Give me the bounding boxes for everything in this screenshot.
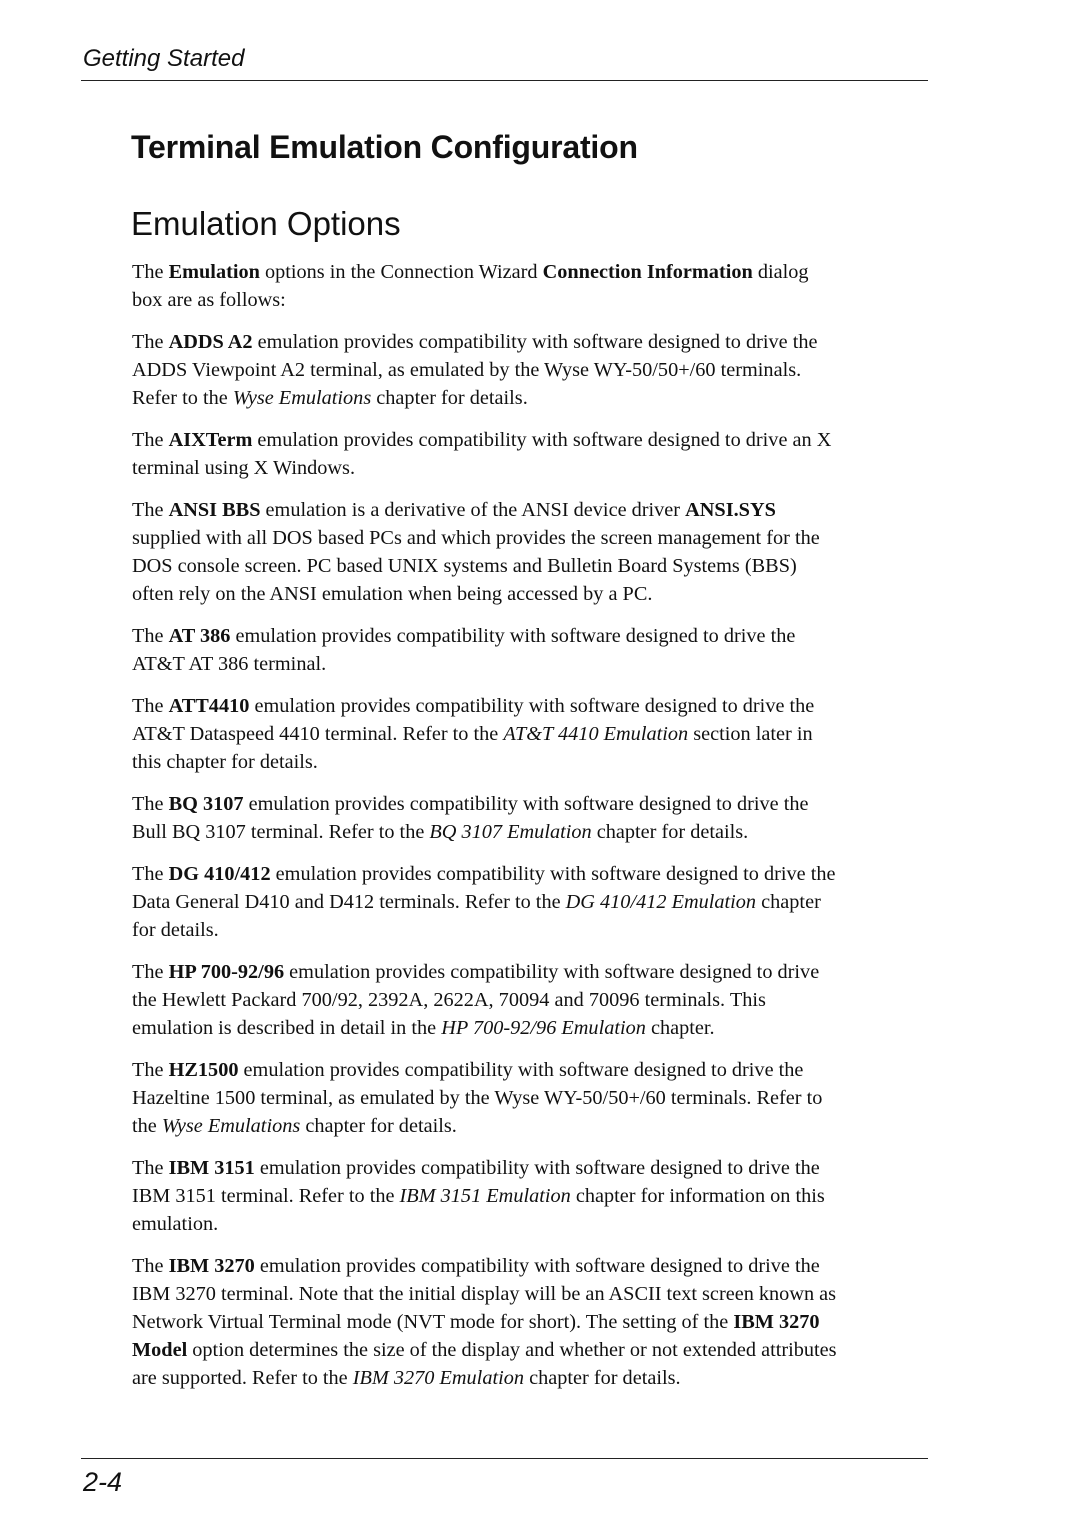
text-run: are supported. Refer to the (132, 1367, 353, 1389)
page-number: 2-4 (83, 1467, 123, 1497)
text-run: section later in (688, 723, 813, 745)
paragraph (132, 1154, 932, 1238)
text-run: The (132, 1157, 169, 1179)
text-run: dialog (752, 261, 809, 283)
text-run: emulation provides compatibility with software designed to drive (284, 961, 820, 983)
text-run: emulation. (132, 1213, 219, 1235)
italic-reference: HP 700-92/96 Emulation (441, 1017, 646, 1039)
text-run: emulation provides compatibility with software designed to drive the (249, 695, 815, 717)
paragraph (132, 790, 932, 846)
text-run: chapter for details. (591, 821, 749, 843)
section-title: Terminal Emulation Configuration (131, 129, 638, 165)
bold-term: ADDS A2 (168, 331, 253, 353)
italic-reference: BQ 3107 Emulation (429, 821, 592, 843)
text-run: often rely on the ANSI emulation when being accessed by a PC. (132, 583, 653, 605)
text-run: emulation provides compatibility with software designed to drive the (252, 331, 818, 353)
text-run: The (132, 331, 169, 353)
text-run: chapter for information on this (570, 1185, 825, 1207)
italic-reference: DG 410/412 Emulation (565, 891, 757, 913)
text-run: Data General D410 and D412 terminals. Refer to the (132, 891, 566, 913)
bold-term: HZ1500 (168, 1059, 239, 1081)
text-run: Refer to the (132, 387, 233, 409)
running-header: Getting Started (83, 45, 245, 72)
bold-term: Model (132, 1339, 188, 1361)
paragraph (132, 1252, 932, 1392)
text-run: The (132, 1059, 169, 1081)
italic-reference: IBM 3151 Emulation (399, 1185, 571, 1207)
text-run: emulation provides compatibility with software designed to drive the (243, 793, 809, 815)
text-run: Hazeltine 1500 terminal, as emulated by the Wyse WY-50/50+/60 terminals. Refer to (132, 1087, 823, 1109)
text-run: chapter for details. (371, 387, 528, 409)
text-run: AT&T AT 386 terminal. (132, 653, 327, 675)
bold-term: Emulation (168, 261, 260, 283)
text-run: DOS console screen. PC based UNIX systems and Bulletin Board Systems (BBS) (132, 555, 797, 577)
text-run: option determines the size of the display and whether or not extended attributes (187, 1339, 837, 1361)
text-run: options in the Connection Wizard (259, 261, 543, 283)
text-run: chapter. (645, 1017, 715, 1039)
italic-reference: IBM 3270 Emulation (352, 1367, 525, 1389)
text-run: emulation provides compatibility with software designed to drive the (254, 1157, 820, 1179)
text-run: The (132, 261, 169, 283)
paragraph (132, 328, 932, 412)
text-run: IBM 3151 terminal. Refer to the (132, 1185, 400, 1207)
bold-term: ANSI BBS (168, 499, 261, 521)
italic-reference: AT&T 4410 Emulation (503, 723, 689, 745)
text-run: emulation provides compatibility with software designed to drive the (254, 1255, 820, 1277)
text-run: the (132, 1115, 162, 1137)
text-run: The (132, 1255, 169, 1277)
text-run: emulation provides compatibility with software designed to drive the (230, 625, 796, 647)
text-run: The (132, 429, 169, 451)
text-run: chapter (756, 891, 821, 913)
text-run: emulation provides compatibility with software designed to drive an X (252, 429, 832, 451)
header-divider (81, 80, 928, 81)
text-run: Bull BQ 3107 terminal. Refer to the (132, 821, 430, 843)
body-text (132, 258, 932, 1406)
text-run: AT&T Dataspeed 4410 terminal. Refer to the (132, 723, 504, 745)
text-run: IBM 3270 terminal. Note that the initial display will be an ASCII text screen known as (132, 1283, 837, 1305)
text-run: terminal using X Windows. (132, 457, 356, 479)
bold-term: IBM 3151 (168, 1157, 255, 1179)
paragraph (132, 692, 932, 776)
subsection-title: Emulation Options (131, 205, 401, 242)
text-run: the Hewlett Packard 700/92, 2392A, 2622A, 70094 and 70096 terminals. This (132, 989, 766, 1011)
text-run: for details. (132, 919, 219, 941)
paragraph (132, 1056, 932, 1140)
text-run: Network Virtual Terminal mode (NVT mode for short). The setting of the (132, 1311, 734, 1333)
bold-term: Connection Information (542, 261, 753, 283)
paragraph (132, 958, 932, 1042)
text-run: emulation is a derivative of the ANSI device driver (260, 499, 686, 521)
bold-term: HP 700-92/96 (168, 961, 285, 983)
bold-term: IBM 3270 (168, 1255, 255, 1277)
text-run: ADDS Viewpoint A2 terminal, as emulated by the Wyse WY-50/50+/60 terminals. (132, 359, 802, 381)
text-run: The (132, 695, 169, 717)
text-run: The (132, 961, 169, 983)
text-run: emulation provides compatibility with software designed to drive the (270, 863, 836, 885)
text-run: box are as follows: (132, 289, 286, 311)
text-run: chapter for details. (524, 1367, 681, 1389)
text-run: The (132, 863, 169, 885)
bold-term: IBM 3270 (733, 1311, 820, 1333)
bold-term: BQ 3107 (168, 793, 244, 815)
text-run: this chapter for details. (132, 751, 318, 773)
bold-term: ANSI.SYS (685, 499, 776, 521)
text-run: The (132, 625, 169, 647)
paragraph (132, 622, 932, 678)
text-run: The (132, 793, 169, 815)
bold-term: ATT4410 (168, 695, 250, 717)
italic-reference: Wyse Emulations (161, 1115, 301, 1137)
bold-term: AIXTerm (168, 429, 253, 451)
bold-term: DG 410/412 (168, 863, 271, 885)
text-run: chapter for details. (300, 1115, 457, 1137)
paragraph (132, 860, 932, 944)
text-run: emulation provides compatibility with software designed to drive the (238, 1059, 804, 1081)
text-run: emulation is described in detail in the (132, 1017, 442, 1039)
paragraph (132, 258, 932, 314)
paragraph (132, 426, 932, 482)
bold-term: AT 386 (168, 625, 231, 647)
paragraph (132, 496, 932, 608)
text-run: supplied with all DOS based PCs and which provides the screen management for the (132, 527, 820, 549)
italic-reference: Wyse Emulations (232, 387, 372, 409)
footer-divider (81, 1458, 928, 1459)
text-run: The (132, 499, 169, 521)
